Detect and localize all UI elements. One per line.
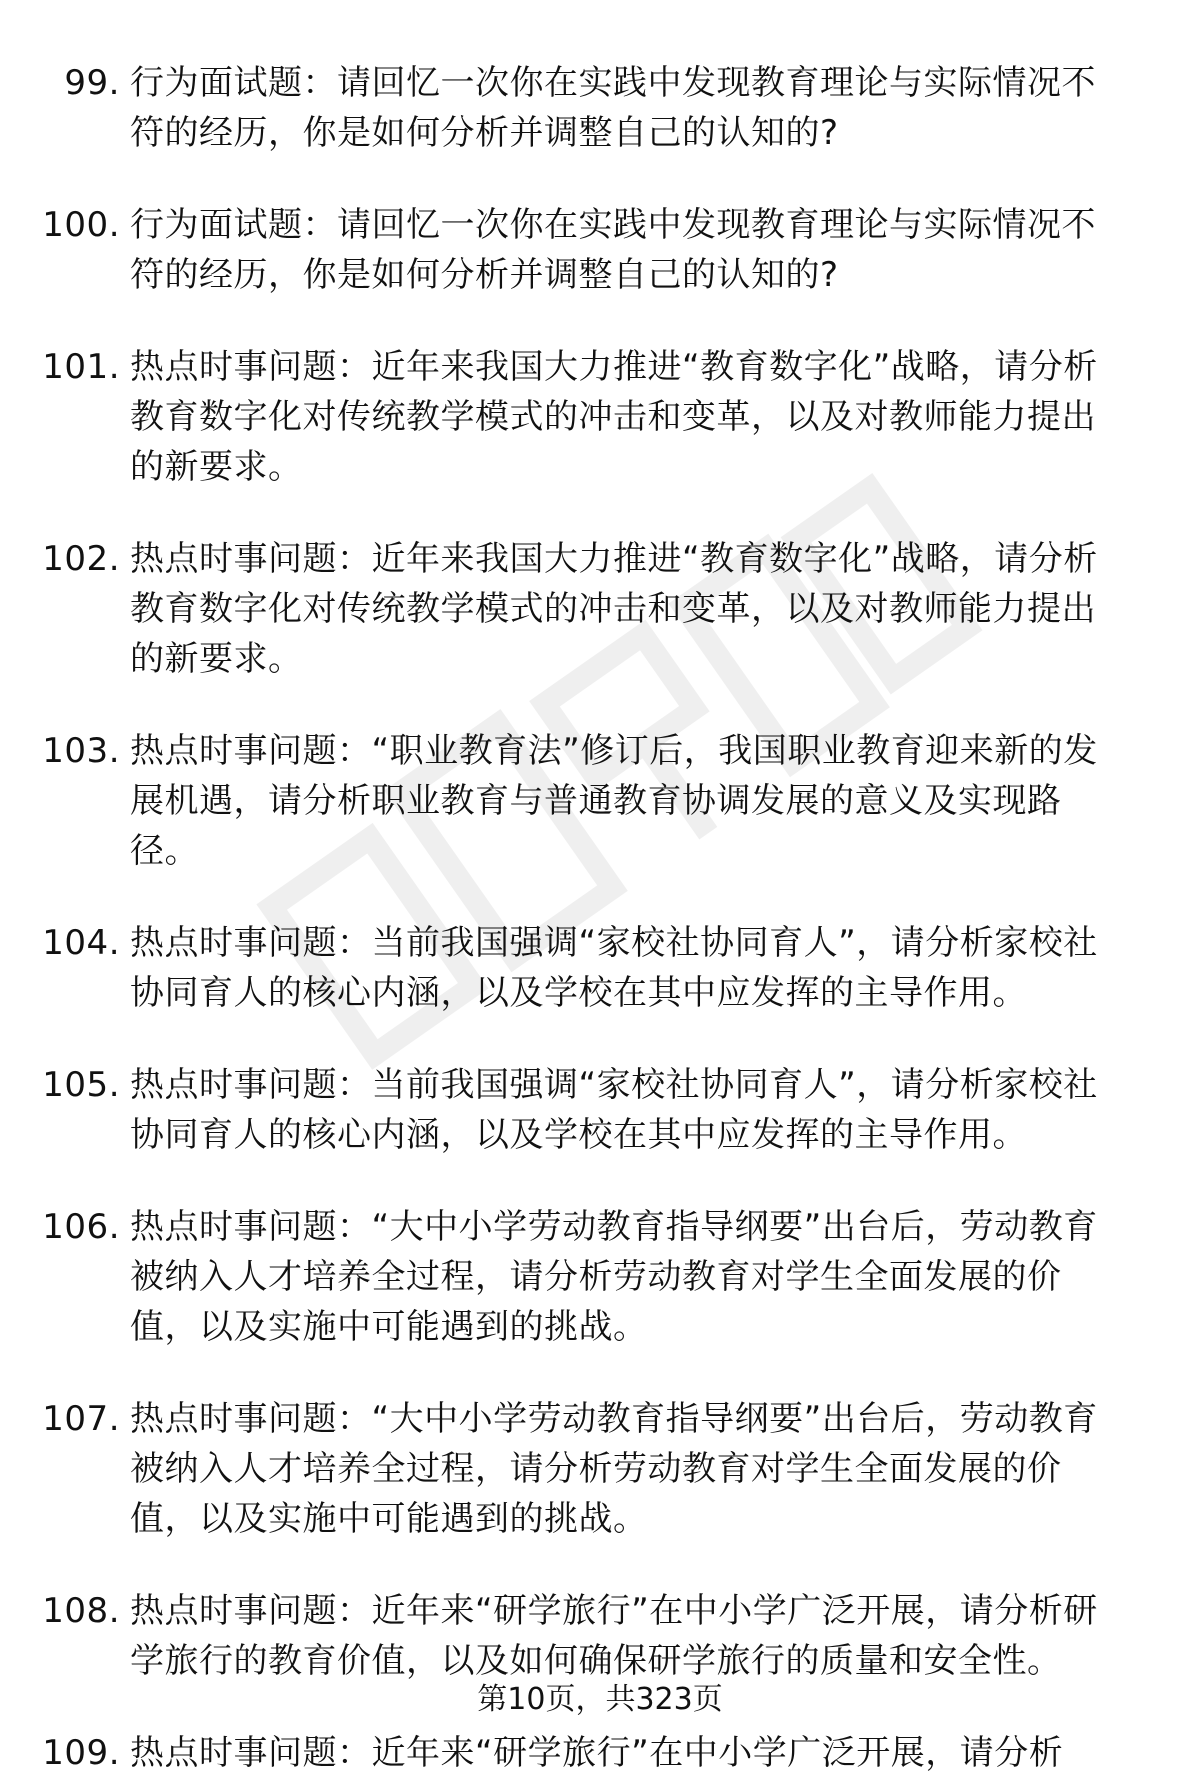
- list-item: [0, 1060, 1200, 1160]
- list-item: [0, 342, 1200, 492]
- question-text: 行为面试题：请回忆一次你在实践中发现教育理论与实际情况不符的经历，你是如何分析并调整自己的认知的?: [130, 205, 1096, 295]
- question-number: 103.: [42, 731, 120, 771]
- question-text: 热点时事问题：近年来“研学旅行”在中小学广泛开展，请分析: [130, 1733, 1064, 1773]
- question-number: 104.: [42, 923, 120, 963]
- question-text: 热点时事问题：当前我国强调“家校社协同育人”，请分析家校社协同育人的核心内涵，以及学校在其中应发挥的主导作用。: [130, 923, 1098, 1013]
- question-text: 热点时事问题：“职业教育法”修订后，我国职业教育迎来新的发展机遇，请分析职业教育与普通教育协调发展的意义及实现路径。: [130, 731, 1098, 871]
- question-list: [0, 58, 1200, 1778]
- question-number: 107.: [42, 1399, 120, 1439]
- question-text: 热点时事问题：“大中小学劳动教育指导纲要”出台后，劳动教育被纳入人才培养全过程，请分析劳动教育对学生全面发展的价值，以及实施中可能遇到的挑战。: [130, 1399, 1098, 1539]
- question-text: 热点时事问题：当前我国强调“家校社协同育人”，请分析家校社协同育人的核心内涵，以及学校在其中应发挥的主导作用。: [130, 1065, 1098, 1155]
- list-item: [0, 918, 1200, 1018]
- question-text: 热点时事问题：近年来我国大力推进“教育数字化”战略，请分析教育数字化对传统教学模式的冲击和变革，以及对教师能力提出的新要求。: [130, 539, 1098, 679]
- question-number: 109.: [42, 1733, 120, 1773]
- question-text: 热点时事问题：“大中小学劳动教育指导纲要”出台后，劳动教育被纳入人才培养全过程，请分析劳动教育对学生全面发展的价值，以及实施中可能遇到的挑战。: [130, 1207, 1098, 1347]
- question-number: 105.: [42, 1065, 120, 1105]
- list-item: [0, 58, 1200, 158]
- question-number: 101.: [42, 347, 120, 387]
- question-text: 热点时事问题：近年来我国大力推进“教育数字化”战略，请分析教育数字化对传统教学模式的冲击和变革，以及对教师能力提出的新要求。: [130, 347, 1098, 487]
- list-item: [0, 1394, 1200, 1544]
- question-text: 行为面试题：请回忆一次你在实践中发现教育理论与实际情况不符的经历，你是如何分析并调整自己的认知的?: [130, 63, 1096, 153]
- question-number: 106.: [42, 1207, 120, 1247]
- list-item: [0, 726, 1200, 876]
- question-number: 100.: [42, 205, 120, 245]
- list-item: [0, 1586, 1200, 1686]
- question-number: 99.: [64, 63, 120, 103]
- list-item: [0, 1202, 1200, 1352]
- list-item: [0, 200, 1200, 300]
- question-number: 102.: [42, 539, 120, 579]
- page-footer: 第10页，共323页: [477, 1682, 723, 1717]
- question-text: 热点时事问题：近年来“研学旅行”在中小学广泛开展，请分析研学旅行的教育价值，以及如何确保研学旅行的质量和安全性。: [130, 1591, 1098, 1681]
- list-item: [0, 1728, 1200, 1778]
- list-item: [0, 534, 1200, 684]
- question-number: 108.: [42, 1591, 120, 1631]
